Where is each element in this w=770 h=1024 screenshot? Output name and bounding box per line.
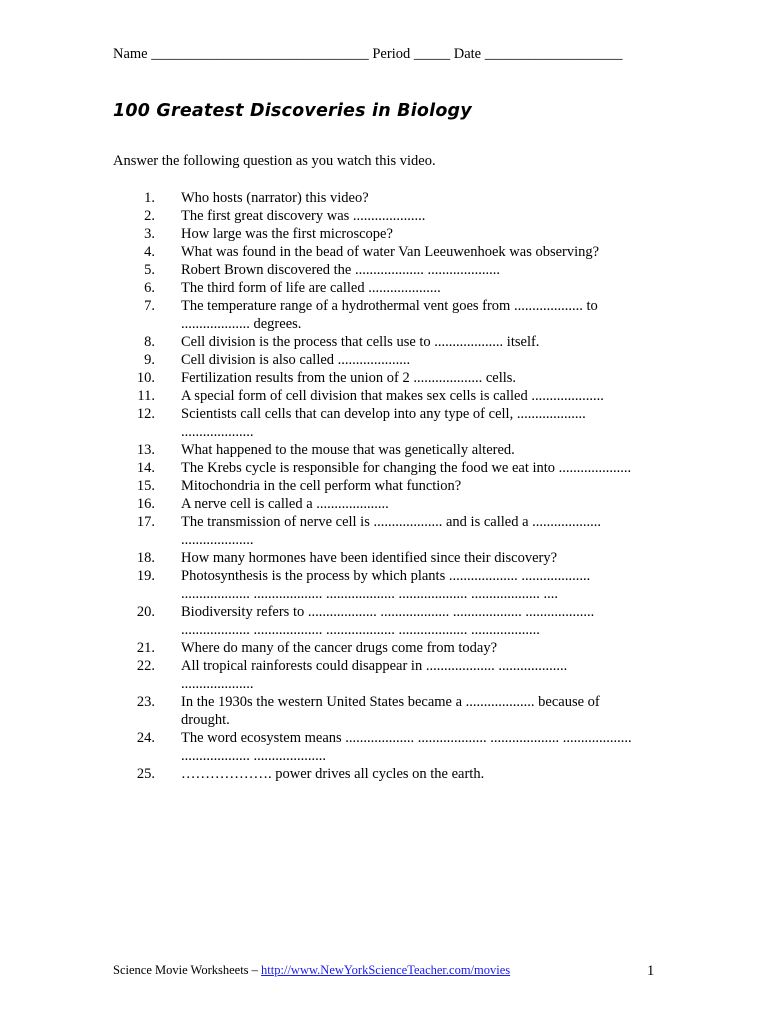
question-text (181, 189, 658, 207)
question-number: 4. (144, 244, 155, 260)
question-item (113, 225, 658, 243)
question-text (181, 279, 658, 297)
question-item (113, 279, 658, 297)
question-number: 16. (136, 496, 155, 512)
question-line: The third form of life are called .................... (181, 280, 441, 296)
question-text (181, 459, 658, 477)
footer-label: Science Movie Worksheets – (113, 963, 262, 977)
question-line: Who hosts (narrator) this video? (181, 190, 369, 206)
question-text (181, 297, 658, 333)
question-number: 8. (144, 334, 155, 350)
question-line: The temperature range of a hydrothermal vent goes from ................... to (181, 298, 598, 314)
question-text (181, 693, 658, 729)
question-text (181, 477, 658, 495)
question-line: Where do many of the cancer drugs come from today? (181, 640, 498, 656)
question-item (113, 477, 658, 495)
question-number: 7. (144, 298, 155, 314)
question-text (181, 513, 658, 549)
question-text (181, 225, 658, 243)
question-number: 23. (136, 694, 155, 710)
question-text (181, 387, 658, 405)
question-line: How large was the first microscope? (181, 226, 393, 242)
footer (113, 963, 510, 978)
question-item (113, 441, 658, 459)
question-line: Scientists call cells that can develop into any type of cell, ................... (181, 406, 586, 422)
question-number: 15. (136, 478, 155, 494)
question-line: .................... (181, 424, 254, 440)
question-line: The word ecosystem means ................... ................... ................... ................... (181, 730, 632, 746)
question-number: 9. (144, 352, 155, 368)
question-number: 10. (136, 370, 155, 386)
question-line: All tropical rainforests could disappear in ................... ................... (181, 658, 568, 674)
question-text (181, 729, 658, 765)
question-item (113, 333, 658, 351)
question-line: Robert Brown discovered the ................... .................... (181, 262, 500, 278)
question-item (113, 495, 658, 513)
question-text (181, 639, 658, 657)
question-number: 24. (136, 730, 155, 746)
question-text (181, 549, 658, 567)
question-line: ………………. power drives all cycles on the earth. (181, 766, 485, 782)
question-text (181, 369, 658, 387)
question-line: drought. (181, 712, 230, 728)
question-item (113, 513, 658, 549)
question-text (181, 441, 658, 459)
question-line: How many hormones have been identified since their discovery? (181, 550, 558, 566)
question-number: 14. (136, 460, 155, 476)
question-item (113, 549, 658, 567)
name-period-date-line: Name ______________________________ Period _____ Date ___________________ (113, 46, 623, 62)
question-number: 6. (144, 280, 155, 296)
question-line: Photosynthesis is the process by which plants ................... ................... (181, 568, 591, 584)
question-item (113, 693, 658, 729)
page-number: 1 (647, 963, 655, 979)
question-number: 2. (144, 208, 155, 224)
question-number: 20. (136, 604, 155, 620)
question-number: 12. (136, 406, 155, 422)
question-line: .................... (181, 676, 254, 692)
question-line: ................... ................... ................... ................... ................... (181, 622, 540, 638)
question-number: 11. (137, 388, 155, 404)
question-text (181, 657, 658, 693)
question-number: 5. (144, 262, 155, 278)
question-item (113, 765, 658, 783)
question-item (113, 261, 658, 279)
question-number: 25. (136, 766, 155, 782)
question-number: 19. (136, 568, 155, 584)
question-text (181, 405, 658, 441)
question-item (113, 297, 658, 333)
question-text (181, 333, 658, 351)
question-text (181, 207, 658, 225)
question-item (113, 603, 658, 639)
question-number: 17. (136, 514, 155, 530)
question-number: 22. (136, 658, 155, 674)
question-number: 3. (144, 226, 155, 242)
question-line: What happened to the mouse that was genetically altered. (181, 442, 515, 458)
instructions: Answer the following question as you watch this video. (113, 153, 436, 169)
question-line: In the 1930s the western United States became a ................... because of (181, 694, 600, 710)
question-item (113, 351, 658, 369)
question-line: What was found in the bead of water Van Leeuwenhoek was observing? (181, 244, 600, 260)
question-text (181, 567, 658, 603)
footer-link[interactable]: http://www.NewYorkScienceTeacher.com/movies (261, 963, 511, 977)
question-item (113, 729, 658, 765)
question-line: The transmission of nerve cell is ................... and is called a ................... (181, 514, 602, 530)
question-text (181, 495, 658, 513)
question-line: ................... degrees. (181, 316, 302, 332)
question-line: Biodiversity refers to ................... ................... ................... ................... (181, 604, 595, 620)
question-line: Fertilization results from the union of 2 ................... cells. (181, 370, 517, 386)
question-text (181, 243, 658, 261)
question-text (181, 603, 658, 639)
question-number: 13. (136, 442, 155, 458)
question-line: .................... (181, 532, 254, 548)
question-line: The first great discovery was .................... (181, 208, 426, 224)
question-text (181, 765, 658, 783)
question-item (113, 243, 658, 261)
question-line: ................... ................... ................... ................... ................... .... (181, 586, 558, 602)
question-line: Mitochondria in the cell perform what function? (181, 478, 462, 494)
question-line: Cell division is the process that cells use to ................... itself. (181, 334, 540, 350)
question-text (181, 261, 658, 279)
question-line: Cell division is also called .................... (181, 352, 411, 368)
question-number: 18. (136, 550, 155, 566)
question-item (113, 459, 658, 477)
question-item (113, 369, 658, 387)
question-line: The Krebs cycle is responsible for changing the food we eat into .................... (181, 460, 632, 476)
question-item (113, 567, 658, 603)
question-item (113, 639, 658, 657)
question-line: ................... .................... (181, 748, 326, 764)
question-number: 1. (144, 190, 155, 206)
question-item (113, 189, 658, 207)
question-item (113, 387, 658, 405)
question-item (113, 207, 658, 225)
question-list (113, 189, 658, 783)
question-item (113, 657, 658, 693)
question-text (181, 351, 658, 369)
question-line: A special form of cell division that makes sex cells is called .................... (181, 388, 604, 404)
page-title: 100 Greatest Discoveries in Biology (113, 101, 472, 121)
question-line: A nerve cell is called a .................... (181, 496, 389, 512)
question-number: 21. (136, 640, 155, 656)
question-item (113, 405, 658, 441)
